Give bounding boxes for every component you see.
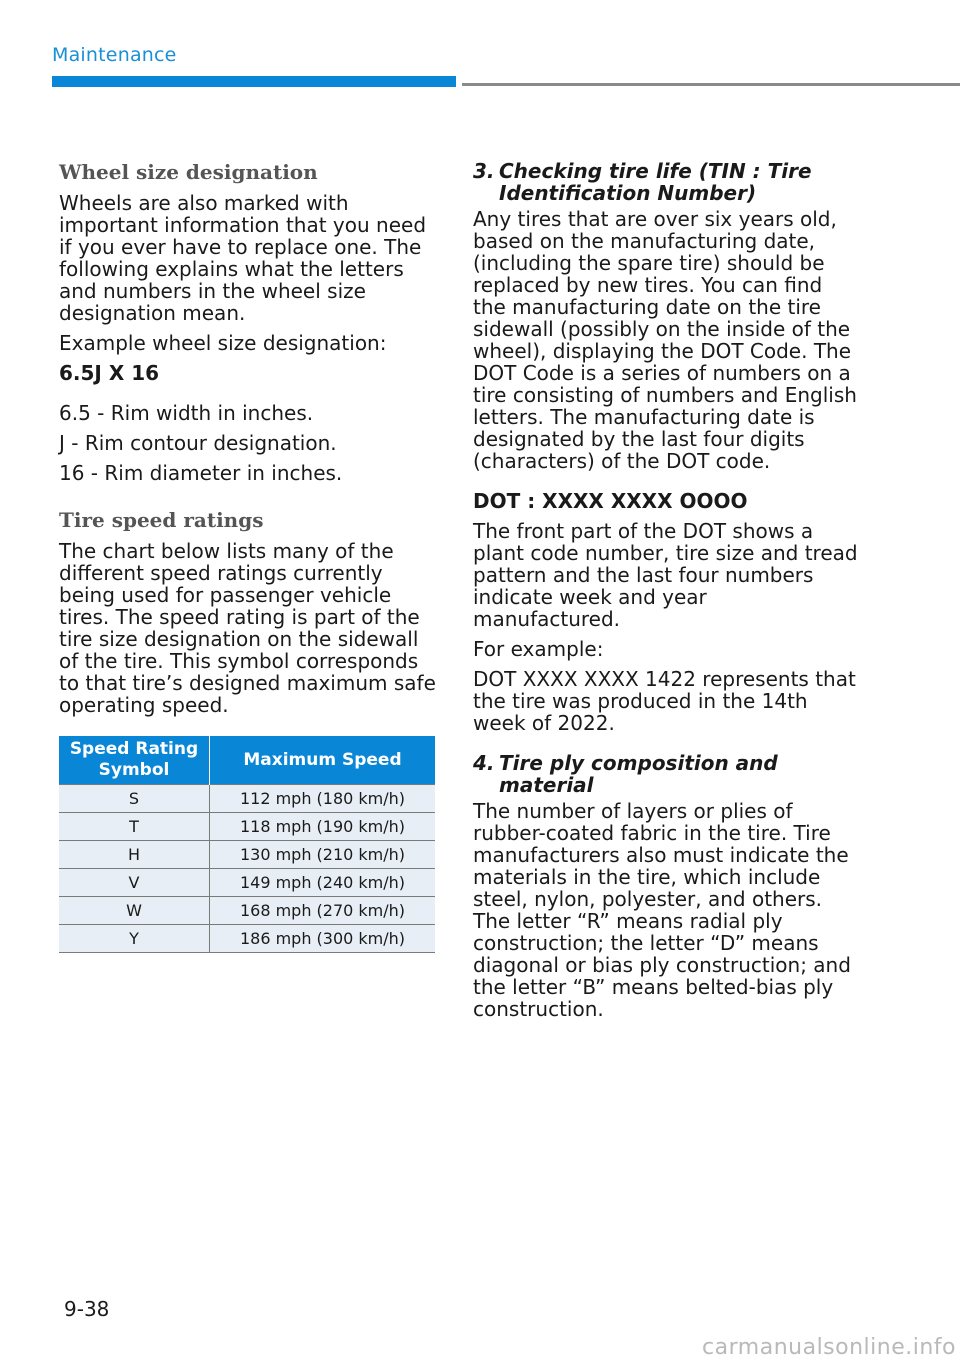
wheel-item: 6.5 - Rim width in inches. [59, 401, 314, 425]
table-row [59, 841, 435, 869]
table-row [59, 785, 435, 813]
section-3-heading [473, 160, 858, 204]
table-row [59, 869, 435, 897]
wheel-size-heading: Wheel size designation [59, 160, 318, 184]
header-rule-blue [52, 76, 456, 87]
table-cell-symbol: T [59, 813, 210, 841]
wheel-size-paragraph: Wheels are also marked with important information that you need if you ever have to replace one. The following explains what the letters and numbers in the wheel size designation mean. [59, 191, 427, 325]
section-3-number: 3. [473, 159, 495, 183]
table-cell-speed: 149 mph (240 km/h) [210, 869, 436, 897]
table-cell-speed: 186 mph (300 km/h) [210, 925, 436, 953]
wheel-item: 16 - Rim diameter in inches. [59, 461, 343, 485]
right-column [473, 160, 858, 1028]
table-row [59, 925, 435, 953]
dot-explanation-paragraph: The front part of the DOT shows a plant code number, tire size and tread pattern and the last four numbers indicate week and year manufactured. [473, 519, 858, 631]
dot-example-paragraph: DOT XXXX XXXX 1422 represents that the tire was produced in the 14th week of 2022. [473, 667, 856, 735]
table-cell-speed: 118 mph (190 km/h) [210, 813, 436, 841]
section-4-heading [473, 752, 858, 796]
header-rule-grey [462, 83, 960, 86]
table-cell-symbol: V [59, 869, 210, 897]
table-row [59, 813, 435, 841]
table-cell-speed: 168 mph (270 km/h) [210, 897, 436, 925]
table-header-max-speed: Maximum Speed [210, 736, 436, 785]
table-cell-speed: 130 mph (210 km/h) [210, 841, 436, 869]
table-cell-symbol: H [59, 841, 210, 869]
ply-composition-paragraph: The number of layers or plies of rubber-coated fabric in the tire. Tire manufacturers also must indicate the materials in the tire, which include steel, nylon, polyester, and others. The letter “R” means radial ply construction; the letter “D” means diagonal or bias ply construction; and the letter “B” means belted-bias ply construction. [473, 799, 851, 1021]
section-label: Maintenance [52, 44, 177, 66]
table-header-symbol: Speed Rating Symbol [59, 736, 210, 785]
speed-ratings-heading: Tire speed ratings [59, 508, 264, 532]
tin-paragraph: Any tires that are over six years old, based on the manufacturing date, (including the spare tire) should be replaced by new tires. You can find the manufacturing date on the tire sidewall (possibly on the inside of the wheel), displaying the DOT Code. The DOT Code is a series of numbers on a tire consisting of numbers and English letters. The manufacturing date is designated by the last four digits (characters) of the DOT code. [473, 207, 857, 473]
table-header-row [59, 736, 435, 785]
example-label: For example: [473, 637, 604, 661]
speed-ratings-paragraph: The chart below lists many of the different speed ratings currently being used for passenger vehicle tires. The speed rating is part of the tire size designation on the sidewall of the tire. This symbol corresponds to that tire’s designed maximum safe operating speed. [59, 539, 436, 717]
table-cell-speed: 112 mph (180 km/h) [210, 785, 436, 813]
wheel-example-value: 6.5J X 16 [59, 361, 160, 385]
page-number: 9-38 [64, 1297, 110, 1321]
dot-code-format: DOT : XXXX XXXX OOOO [473, 489, 748, 513]
watermark: carmanualsonline.info [702, 1335, 956, 1360]
table-cell-symbol: S [59, 785, 210, 813]
table-row [59, 897, 435, 925]
section-4-number: 4. [473, 751, 495, 775]
wheel-item: J - Rim contour designation. [59, 431, 337, 455]
section-4-title: Tire ply composition and material [499, 751, 778, 797]
speed-rating-table [59, 736, 435, 953]
left-column [59, 160, 437, 953]
table-cell-symbol: W [59, 897, 210, 925]
table-cell-symbol: Y [59, 925, 210, 953]
wheel-example-label: Example wheel size designation: [59, 331, 387, 355]
section-3-title: Checking tire life (TIN : Tire Identification Number) [499, 159, 812, 205]
